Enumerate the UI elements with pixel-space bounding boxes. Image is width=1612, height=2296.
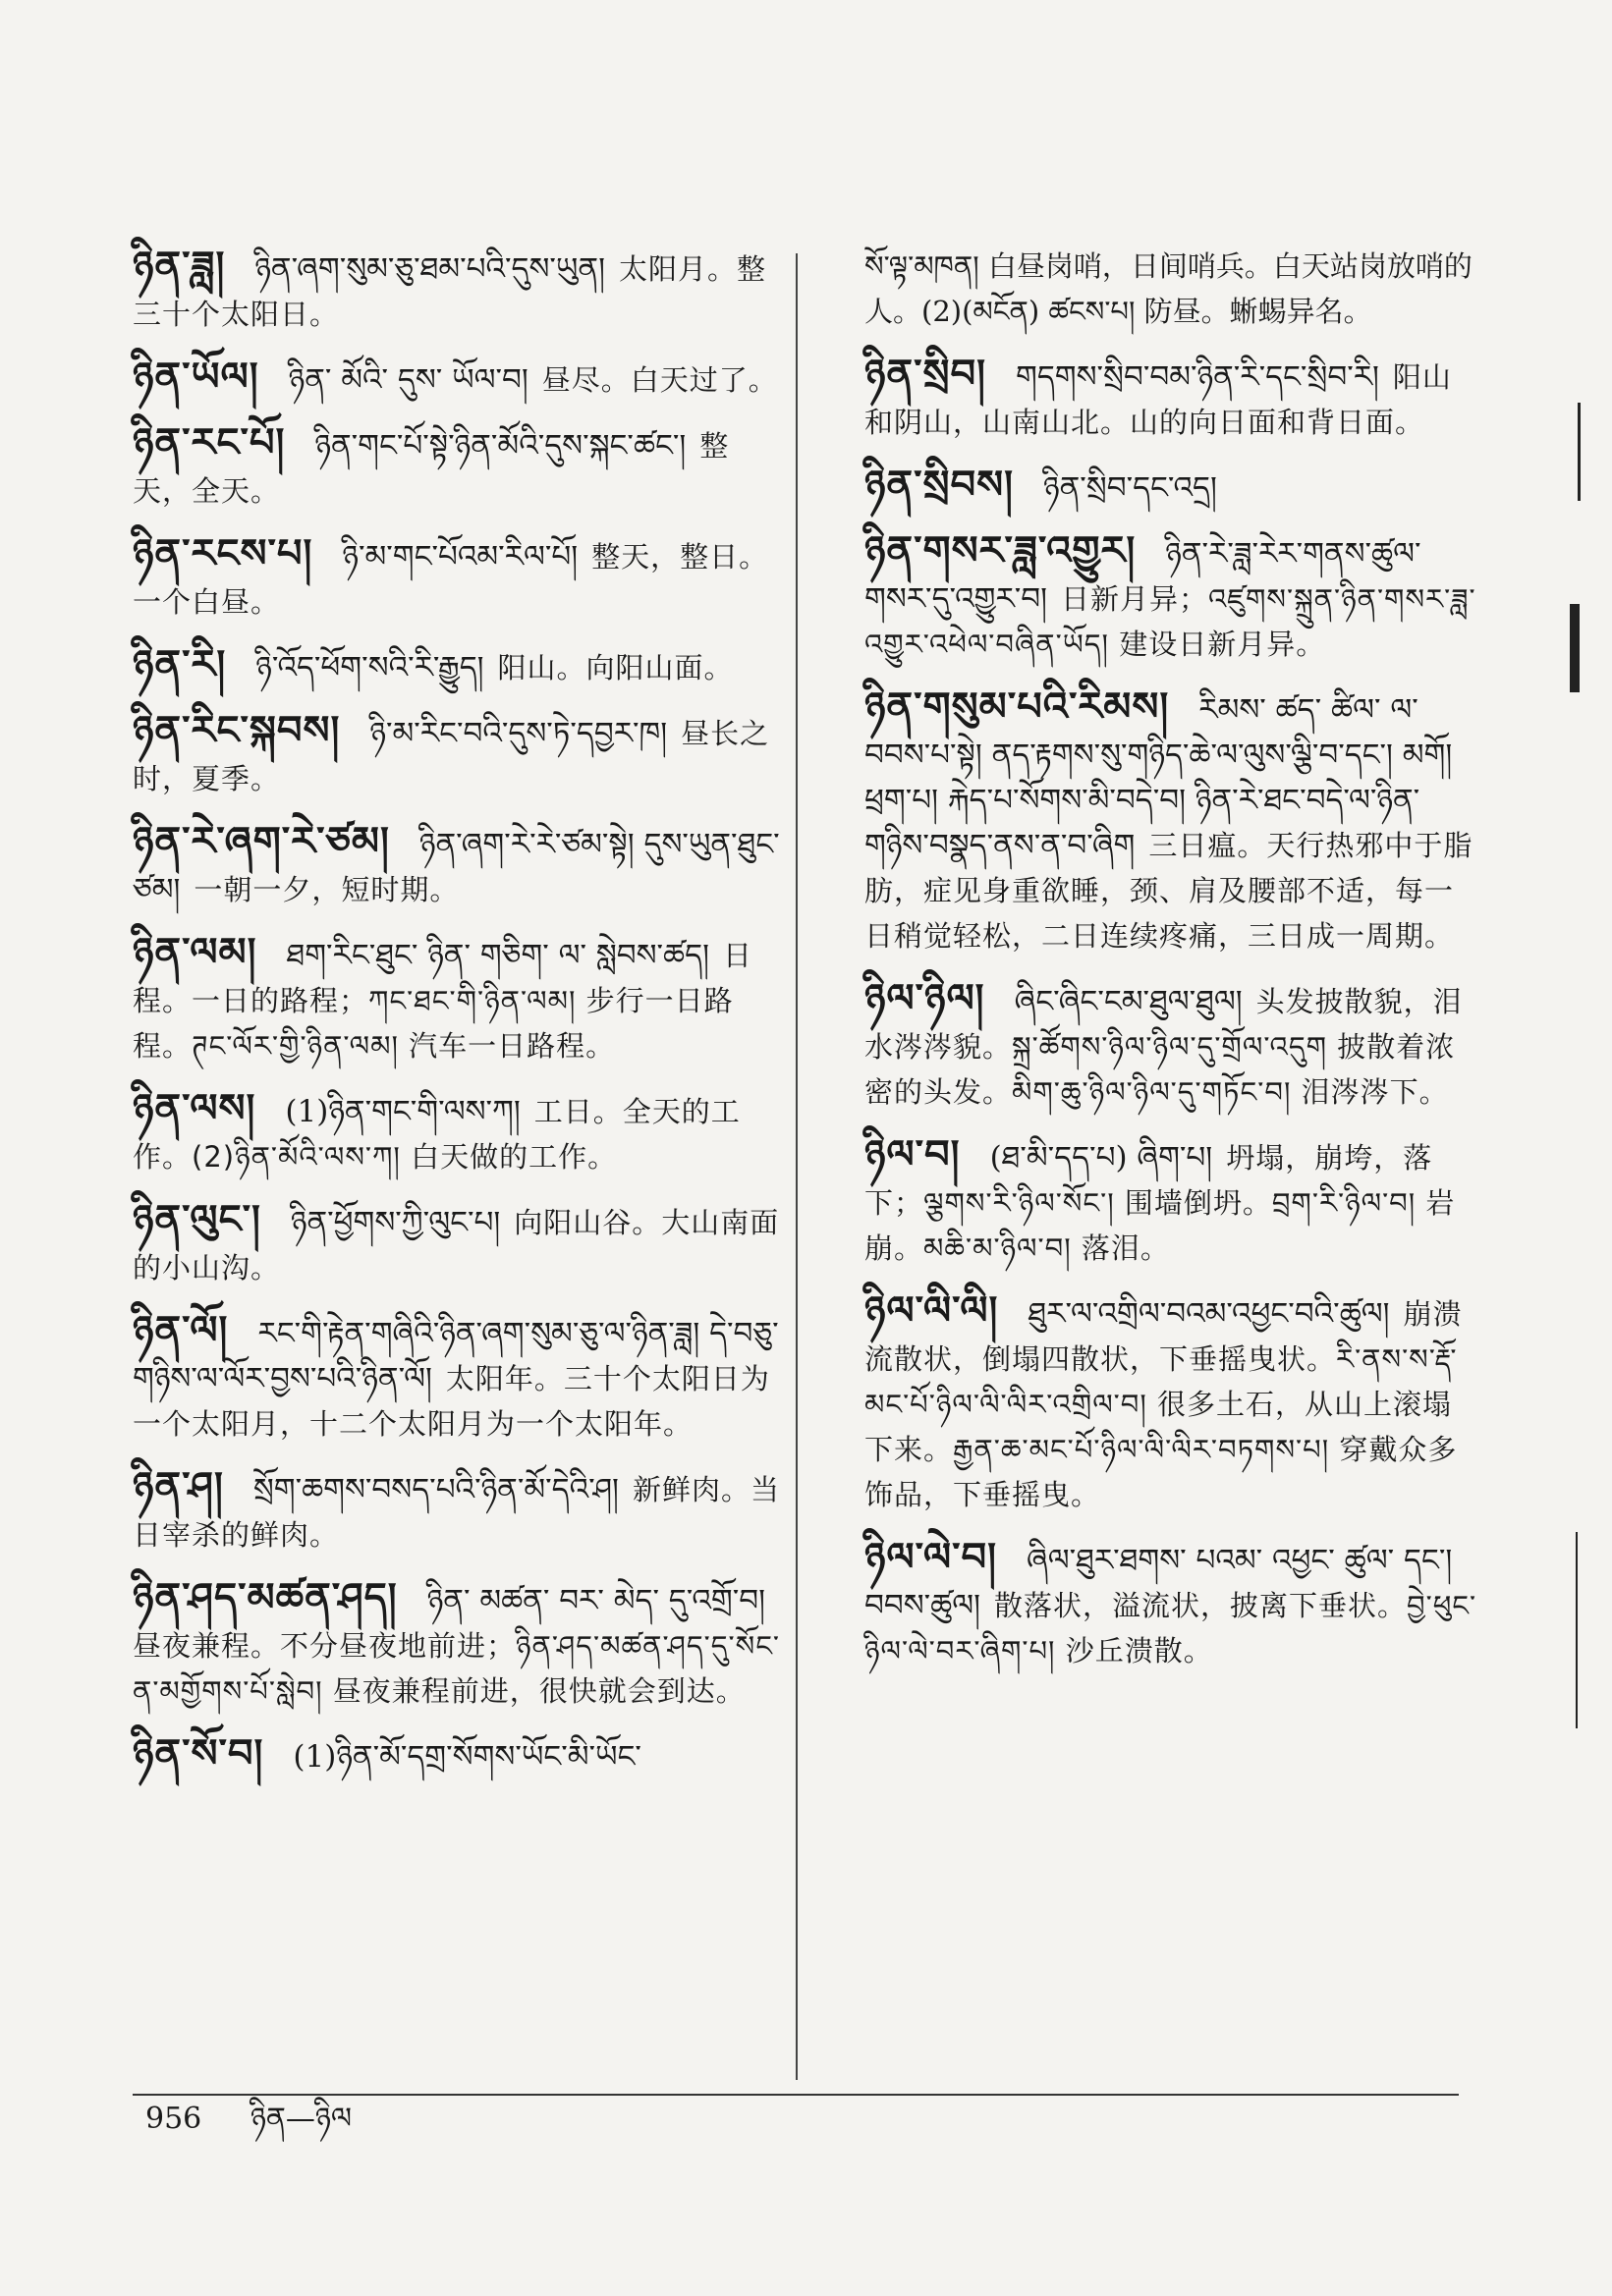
entry-continuation: སོ་ལྟ་མཁན། 白昼岗哨，日间哨兵。白天站岗放哨的人。(2)(མངོན) ཚངས་པ། 防昼。蜥蜴异名。: [864, 249, 1473, 328]
entry-tibetan-definition: ཉིན་རེ་ཟླ་རེར་གནས་ཚུལ་གསར་དུ་འགྱུར་བ།: [864, 536, 1421, 617]
scan-edge-mark: [1570, 604, 1580, 692]
entry-tibetan-definition: རང་གི་རྟེན་གཞིའི་ཉིན་ཞག་སུམ་ཅུ་ལ་ཉིན་ཟླ། དེ་བཅུ་གཉིས་ལ་ལོར་བྱས་པའི་ཉིན་ལོ།: [133, 1316, 779, 1396]
entry-headword: ཉིན་རིང་སྐབས།: [133, 707, 341, 753]
entry-headword: ཉིན་སྲིབས།: [864, 462, 1014, 508]
dictionary-entry: [864, 1132, 1478, 1271]
entry-headword: ཉིན་སྲིབ།: [864, 351, 986, 397]
entry-headword: ཉིན་རེ་ཞག་རེ་ཙམ།: [133, 818, 390, 864]
entry-headword: ཉིན་རངས་པ།: [133, 530, 313, 576]
dictionary-entry: [864, 463, 1478, 511]
entry-chinese-definition: 坍塌，崩垮，落下；ལྕགས་རི་ཉིལ་སོང་། 围墙倒坍。བྲག་རི་ཉིལ་བ། 岩崩。མཆི་མ་ཉིལ་བ། 落泪。: [864, 1141, 1456, 1265]
dictionary-entry: [133, 355, 781, 403]
entry-headword: ཉིན་ལོ།: [133, 1307, 229, 1353]
entry-headword: ཉིན་ལམ།: [133, 929, 257, 975]
dictionary-entry: [133, 420, 781, 514]
entry-headword: ཉིན་ཟླ།: [133, 243, 226, 289]
entry-chinese-definition: 太阳年。三十个太阳日为一个太阳月，十二个太阳月为一个太阳年。: [133, 1362, 770, 1441]
entry-tibetan-definition: ཉིན་ཕྱོགས་ཀྱི་ལུང་པ།: [290, 1205, 501, 1240]
entry-chinese-definition: 昼尽。白天过了。: [541, 363, 778, 397]
entry-chinese-definition: 整天，整日。一个白昼。: [133, 540, 769, 619]
entry-headword: ཉིན་ལུང་།: [133, 1196, 261, 1242]
entry-headword: ཉིན་ཤ།: [133, 1463, 224, 1509]
entry-tibetan-definition: ཐུར་ལ་འགྲིལ་བའམ་འཕྱང་བའི་ཚུལ།: [1028, 1296, 1390, 1332]
dictionary-entry: [864, 352, 1478, 445]
entry-tibetan-definition: (ཐ་མི་དད་པ) ཞིག་པ།: [989, 1140, 1213, 1175]
entry-chinese-definition: 日新月异；འཛུགས་སྐྲུན་ཉིན་གསར་ཟླ་འགྱུར་འཕེལ་བཞིན་ཡོད། 建设日新月异。: [864, 582, 1476, 661]
entry-tibetan-definition: ཉིན་ཞག་རེ་རེ་ཙམ་སྟེ། དུས་ཡུན་ཐུང་ཙམ།: [133, 827, 780, 907]
scan-edge-mark: [1578, 403, 1581, 501]
entry-chinese-definition: 头发披散貌，泪水涔涔貌。སྐྲ་ཚོགས་ཉིལ་ཉིལ་དུ་གྲོལ་འདུག 披散着浓密的头发。མིག་ཆུ་ཉིལ་ཉིལ་དུ་གཏོང་བ། 泪涔涔下。: [864, 985, 1463, 1109]
entry-headword: ཉིན་ལས།: [133, 1085, 256, 1131]
dictionary-entry: [133, 1575, 781, 1714]
entry-headword: ཉིན་ཤད་མཚན་ཤད།: [133, 1574, 398, 1620]
entry-tibetan-definition: ཉིན་སྲིབ་དང་འདྲ།: [1043, 470, 1217, 506]
dictionary-entry: [133, 708, 781, 801]
entry-tibetan-definition: ཉི་མ་གང་པོའམ་རིལ་པོ།: [342, 539, 579, 574]
dictionary-entry: [864, 528, 1478, 667]
entry-chinese-definition: 整天，全天。: [133, 429, 730, 508]
entry-chinese-definition: 崩溃流散状，倒塌四散状，下垂摇曳状。རི་ནས་ས་རྡོ་མང་པོ་ཉིལ་ལི་ལིར་འགྲིལ་བ། 很多土石，从山上滚塌下来。རྒྱན་ཆ་མང་པོ་ཉིལ་ལི་ལིར་བཏགས་པ། 穿戴众多饰品，下垂摇曳。: [864, 1297, 1463, 1511]
entry-headword: ཉིན་རང་པོ།: [133, 419, 286, 465]
entry-headword: ཉིན་གསུམ་པའི་རིམས།: [864, 683, 1170, 730]
dictionary-entry: [864, 1288, 1478, 1517]
entry-chinese-definition: 阳山和阴山，山南山北。山的向日面和背日面。: [864, 360, 1452, 439]
footer: [145, 2100, 352, 2139]
entry-chinese-definition: 太阳月。整三十个太阳日。: [133, 252, 766, 331]
entry-chinese-definition: 昼长之时，夏季。: [133, 717, 770, 795]
dictionary-entry: [864, 1535, 1478, 1673]
entry-headword: ཉིལ་ལེ་བ།: [864, 1534, 997, 1580]
entry-tibetan-definition: ཞིང་ཞིང་ངམ་ཐུལ་ཐུལ།: [1014, 984, 1243, 1019]
entry-tibetan-definition: (1)ཉིན་མོ་དགྲ་སོགས་ཡོང་མི་ཡོང་: [293, 1739, 641, 1775]
dictionary-entry: [864, 684, 1478, 958]
entry-tibetan-definition: སྲོག་ཆགས་བསད་པའི་ཉིན་མོ་དེའི་ཤ།: [252, 1472, 619, 1507]
entry-tibetan-definition: ཉིན་ མཚན་ བར་ མེད་ དུ་འགྲོ་བ།: [426, 1583, 765, 1618]
dictionary-entry: [133, 1086, 781, 1179]
column-divider: [796, 253, 798, 2080]
page-range: ཉིན—ཉིལ: [250, 2102, 353, 2136]
dictionary-entry: [133, 642, 781, 690]
dictionary-entry: [133, 1731, 781, 1779]
dictionary-entry: [133, 819, 781, 912]
entry-chinese-definition: 一朝一夕，短时期。: [194, 873, 460, 906]
page-number: 956: [145, 2102, 202, 2136]
entry-tibetan-definition: ཉིན་གང་པོ་སྟེ་ཉིན་མོའི་དུས་སྐང་ཚང་།: [314, 428, 687, 464]
entry-tibetan-definition: ཉིན་ཞག་སུམ་ཅུ་ཐམ་པའི་དུས་ཡུན།: [254, 251, 605, 287]
dictionary-entry: [133, 1308, 781, 1447]
dictionary-entry: [133, 930, 781, 1068]
dictionary-entry: [864, 976, 1478, 1115]
entry-tibetan-definition: ཐག་རིང་ཐུང་ ཉིན་ གཅིག་ ལ་ སླེབས་ཚད།: [286, 938, 709, 973]
entry-headword: ཉིན་རི།: [133, 641, 227, 687]
entry-headword: ཉིན་གསར་ཟླ་འགྱུར།: [864, 527, 1137, 574]
entry-chinese-definition: 散落状，溢流状，披离下垂状。བྱེ་ཕུང་ཉིལ་ལེ་བར་ཞིག་པ། 沙丘溃散。: [864, 1589, 1477, 1667]
entry-headword: ཉིལ་ལི་ལི།: [864, 1287, 999, 1334]
footer-rule: [133, 2094, 1459, 2096]
entry-chinese-definition: 新鲜肉。当日宰杀的鲜肉。: [133, 1473, 780, 1552]
left-column: [133, 244, 781, 1797]
entry-tibetan-definition: གདགས་སྲིབ་བམ་ཉིན་རི་དང་སྲིབ་རི།: [1016, 359, 1379, 395]
entry-chinese-definition: 向阳山谷。大山南面的小山沟。: [133, 1206, 780, 1285]
entry-tibetan-definition: ཞིལ་ཐུར་ཐགས་ པའམ་ འཕྱང་ ཚུལ་ དང་། བབས་ཚུལ།: [864, 1543, 1453, 1623]
dictionary-entry: [133, 1197, 781, 1290]
entry-headword: ཉིན་སོ་བ།: [133, 1730, 264, 1777]
entry-chinese-definition: 昼夜兼程。不分昼夜地前进；ཉིན་ཤད་མཚན་ཤད་དུ་སོང་ན་མགྱོགས་པོ་སླེབ། 昼夜兼程前进，很快就会到达。: [133, 1629, 781, 1708]
entry-chinese-definition: 工日。全天的工作。(2)ཉིན་མོའི་ལས་ཀ། 白天做的工作。: [133, 1095, 741, 1174]
scan-edge-mark: [1576, 1532, 1578, 1728]
dictionary-entry: [133, 1464, 781, 1558]
dictionary-entry: [133, 244, 781, 337]
entry-chinese-definition: 三日瘟。天行热邪中于脂肪，症见身重欲睡，颈、肩及腰部不适，每一日稍觉轻松，二日连续疼痛，三日成一周期。: [864, 829, 1473, 953]
entry-tibetan-definition: ཉི་མ་རིང་བའི་དུས་ཏེ་དབྱར་ཁ།: [369, 716, 668, 751]
entry-tibetan-definition: ཉིན་ མོའི་ དུས་ ཡོལ་བ།: [288, 362, 528, 398]
entry-headword: ཉིན་ཡོལ།: [133, 354, 259, 400]
entry-headword: ཉིལ་ཉིལ།: [864, 975, 985, 1021]
entry-tibetan-definition: ཉི་འོད་ཕོག་སའི་རི་རྒྱུད།: [255, 650, 484, 685]
right-column: [864, 244, 1478, 1691]
entry-headword: ཉིལ་བ།: [864, 1131, 961, 1177]
entry-chinese-definition: 阳山。向阳山面。: [497, 651, 734, 684]
dictionary-entry: [133, 531, 781, 625]
entry-tibetan-definition: (1)ཉིན་གང་གི་ལས་ཀ།: [285, 1094, 521, 1129]
entry-tibetan-definition: རིམས་ ཚད་ ཚིལ་ ལ་བབས་པ་སྟེ། ནད་རྟགས་སུ་གཉིད་ཆེ་ལ་ལུས་ལྕི་བ་དང་། མགོ། ཕྲག་པ། རྐེད་པ་སོགས་མི་བདེ་བ། ཉིན་རེ་ཐང་བདེ་ལ་ཉིན་གཉིས་བསྣད་ནས་ན་བ་ཞིག: [864, 692, 1453, 863]
entry-chinese-definition: 日程。一日的路程；ཀང་ཐང་གི་ཉིན་ལམ། 步行一日路程。ཊང་ལོར་གྱི་ཉིན་ལམ། 汽车一日路程。: [133, 939, 752, 1063]
